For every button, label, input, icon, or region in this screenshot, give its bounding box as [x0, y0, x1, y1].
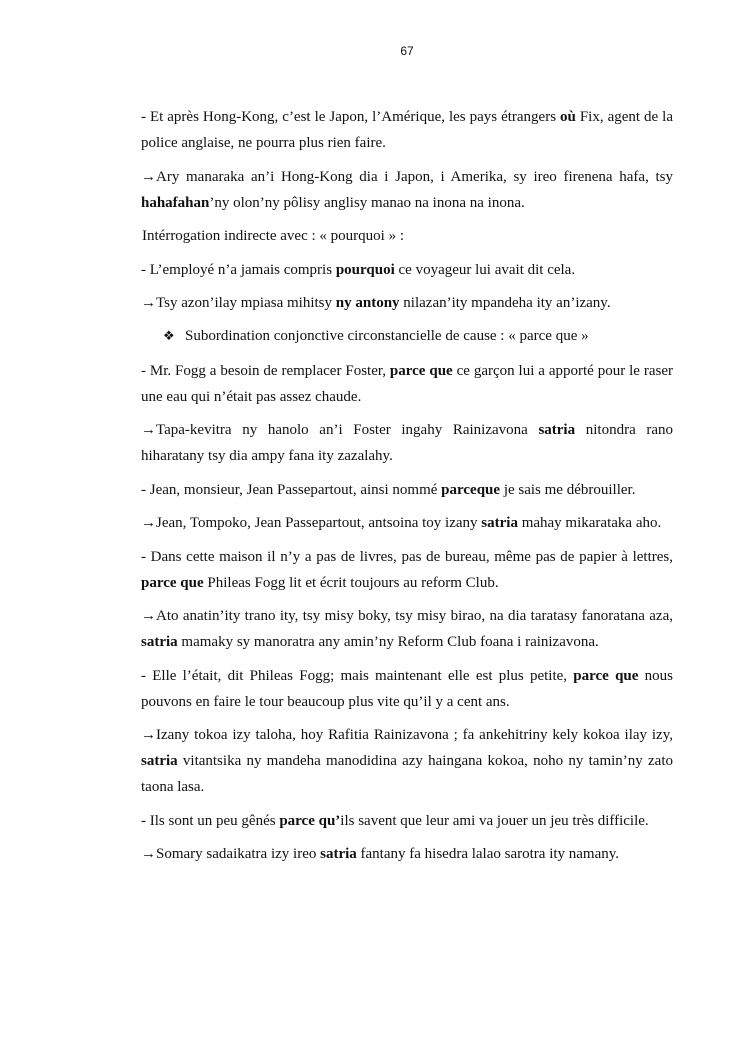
bold-keyword: parce que: [389, 362, 453, 379]
paragraph: [141, 808, 673, 834]
paragraph: [141, 164, 673, 216]
paragraph: [141, 510, 673, 536]
paragraph: [141, 477, 673, 503]
text-segment: ce voyageur lui avait dit cela.: [394, 261, 576, 278]
text-segment: nous pouvons en faire le tour beaucoup plus vite qu’il y a cent ans.: [141, 667, 673, 710]
text-segment: →Jean, Tompoko, Jean Passepartout, antsoina toy izany: [141, 515, 482, 531]
bold-keyword: ny antony: [335, 295, 400, 311]
text-segment: Phileas Fogg lit et écrit toujours au reform Club.: [203, 574, 499, 591]
text-segment: →Ary manaraka an’i Hong-Kong dia i Japon, i Amerika, sy ireo firenena hafa, tsy: [141, 168, 673, 185]
text-segment: fantany fa hisedra lalao sarotra ity namany.: [356, 846, 620, 862]
text-segment: →Tapa-kevitra ny hanolo an’i Foster ingahy Rainizavona: [141, 422, 539, 438]
paragraph: [141, 358, 673, 410]
text-segment: →Somary sadaikatra izy ireo: [141, 846, 321, 862]
paragraph: [141, 841, 673, 867]
paragraph: [141, 722, 673, 800]
bold-keyword: satria: [141, 634, 178, 650]
text-segment: →Izany tokoa izy taloha, hoy Rafitia Rainizavona ; fa ankehitriny kely kokoa ilay izy,: [141, 727, 673, 743]
text-segment: - Jean, monsieur, Jean Passepartout, ainsi nommé: [141, 481, 442, 498]
text-segment: nitondra rano hiharatany tsy dia ampy fana ity zazalahy.: [141, 422, 674, 464]
text-segment: Subordination conjonctive circonstancielle de cause : « parce que »: [185, 327, 589, 344]
text-segment: ’ny olon’ny pôlisy anglisy manao na inona na inona.: [209, 194, 525, 211]
text-segment: Intérrogation indirecte avec : « pourquoi » :: [142, 228, 404, 244]
bold-keyword: parceque: [441, 481, 501, 498]
text-segment: - Ils sont un peu gênés: [141, 812, 280, 829]
bold-keyword: satria: [141, 753, 178, 769]
paragraph: [141, 257, 673, 283]
text-segment: Fix, agent de la police anglaise, ne pourra plus rien faire.: [141, 109, 673, 151]
text-segment: nilazan’ity mpandeha ity an’izany.: [399, 295, 611, 311]
diamond-bullet-icon: ❖: [163, 327, 175, 343]
document-body: [141, 104, 673, 875]
bold-keyword: pourquoi: [335, 261, 395, 278]
bold-keyword: parce que: [573, 667, 639, 684]
paragraph: [141, 544, 673, 596]
text-segment: - Dans cette maison il n’y a pas de livres, pas de bureau, même pas de papier à lettres,: [141, 548, 673, 565]
text-segment: vitantsika ny mandeha manodidina azy haingana kokoa, noho ny tamin’ny zato taona lasa.: [141, 753, 673, 795]
bullet-item: [141, 323, 673, 349]
text-segment: - L’employé n’a jamais compris: [141, 261, 336, 278]
text-segment: ils savent que leur ami va jouer un jeu très difficile.: [340, 812, 649, 829]
text-segment: mahay mikarataka aho.: [517, 515, 662, 531]
text-segment: je sais me débrouiller.: [500, 481, 636, 498]
bold-keyword: où: [560, 109, 576, 125]
paragraph: [141, 603, 673, 655]
text-segment: ce garçon lui a apporté pour le raser une eau qui n’était pas assez chaude.: [141, 362, 673, 405]
bold-keyword: parce que: [141, 574, 204, 591]
paragraph: [141, 290, 673, 316]
bold-keyword: hahafahan: [141, 194, 210, 211]
paragraph: [141, 663, 673, 715]
text-segment: - Et après Hong-Kong, c’est le Japon, l’Amérique, les pays étrangers: [141, 109, 561, 125]
bold-keyword: satria: [481, 515, 518, 531]
paragraph: [141, 417, 673, 469]
text-segment: →Ato anatin’ity trano ity, tsy misy boky, tsy misy birao, na dia taratasy fanoratana aza,: [141, 608, 673, 624]
text-segment: →Tsy azon’ilay mpiasa mihitsy: [141, 295, 336, 311]
section-heading: [141, 223, 673, 249]
bold-keyword: satria: [320, 846, 357, 862]
bold-keyword: satria: [538, 422, 576, 438]
page-number: 67: [400, 44, 414, 58]
text-segment: - Elle l’était, dit Phileas Fogg; mais maintenant elle est plus petite,: [141, 667, 574, 684]
text-segment: - Mr. Fogg a besoin de remplacer Foster,: [141, 362, 390, 379]
text-segment: mamaky sy manoratra any amin’ny Reform Club foana i rainizavona.: [177, 634, 599, 650]
bold-keyword: parce qu’: [279, 812, 341, 829]
paragraph: [141, 104, 673, 156]
